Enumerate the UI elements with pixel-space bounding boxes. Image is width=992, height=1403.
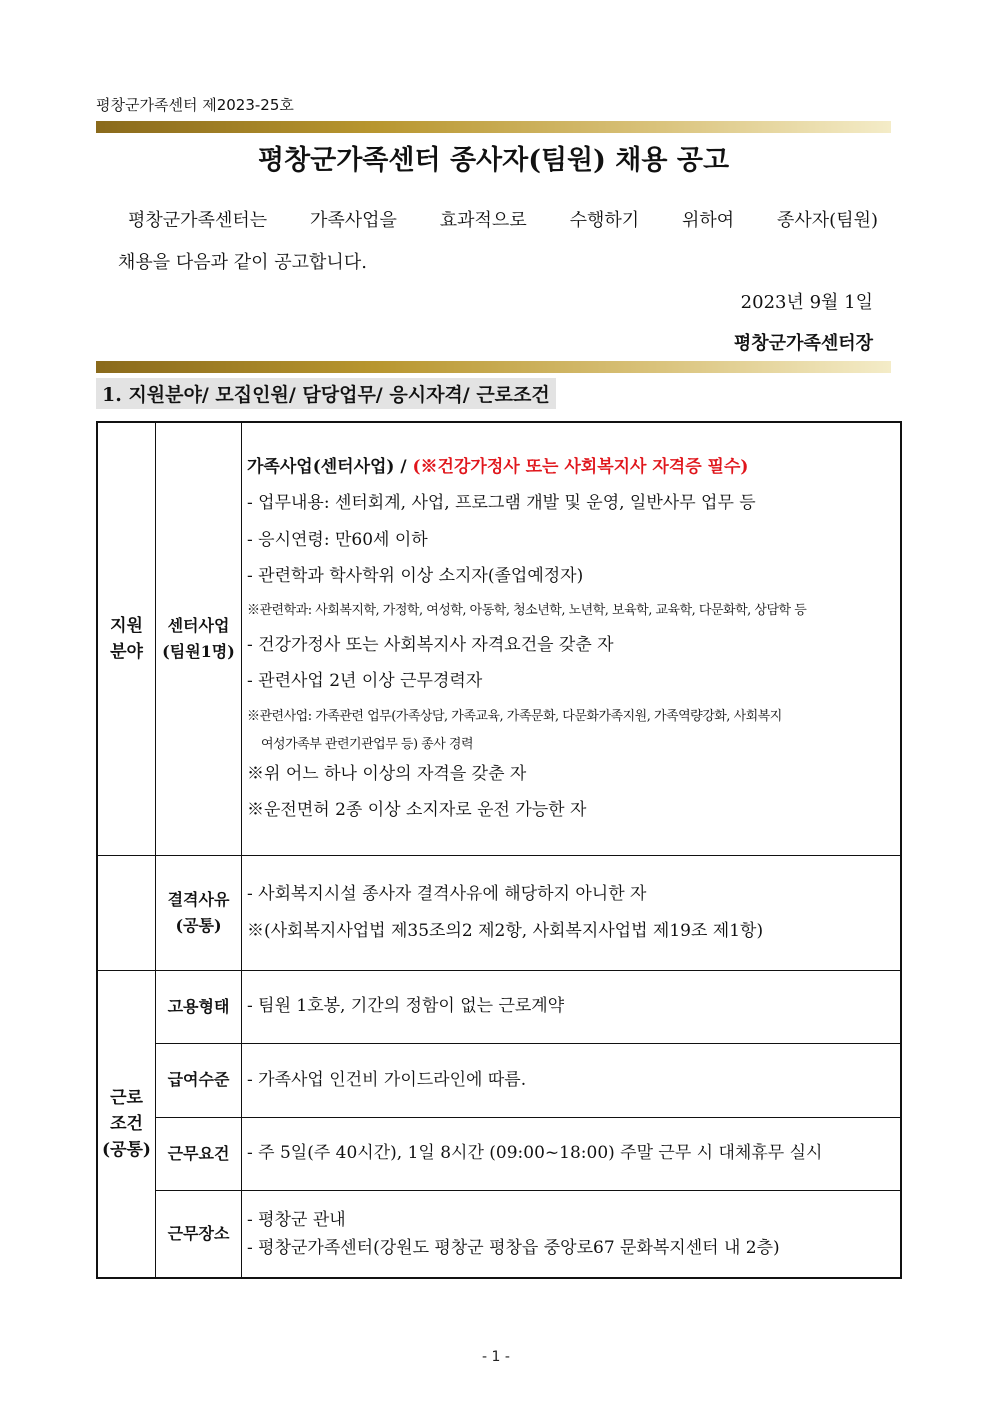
hours-label-cell: 근무요건 (156, 1117, 242, 1190)
employ-detail-cell: - 팀원 1호봉, 기간의 정함이 없는 근로계약 (242, 970, 902, 1043)
disq-label-cell: 결격사유 (공통) (156, 855, 242, 970)
experience-note-1: ※관련사업: 가족관련 업무(가족상담, 가족교육, 가족문화, 다문화가족지원, 가족역량강화, 사회복지 (247, 708, 782, 724)
license-note: ※운전면허 2종 이상 소지자로 운전 가능한 자 (247, 800, 587, 821)
employ-label-cell: 고용형태 (156, 970, 242, 1043)
majors-note: ※관련학과: 사회복지학, 가정학, 여성학, 아동학, 청소년학, 노년학, 보육학, 교육학, 다문화학, 상담학 등 (247, 602, 807, 618)
salary-detail-cell: - 가족사업 인건비 가이드라인에 따름. (242, 1043, 902, 1117)
center-label-cell: 센터사업 (팀원1명) (156, 422, 242, 855)
center-heading: 가족사업(센터사업) / (※건강가정사 또는 사회복지사 자격증 필수) (247, 456, 749, 477)
duty-line: - 업무내용: 센터회계, 사업, 프로그램 개발 및 운영, 일반사무 업무 등 (247, 493, 756, 514)
recruitment-table (96, 421, 902, 1279)
intro-paragraph (118, 200, 878, 284)
disq-detail-cell (242, 855, 902, 970)
empty-label-cell (97, 855, 156, 970)
place-detail-cell: - 평창군 관내 - 평창군가족센터(강원도 평창군 평창읍 중앙로67 문화복지센터 내 2층) (242, 1190, 902, 1278)
salary-label-cell: 급여수준 (156, 1043, 242, 1117)
field-label-cell: 지원 분야 (97, 422, 156, 855)
any-one-note: ※위 어느 하나 이상의 자격을 갖춘 자 (247, 763, 527, 784)
place-label-cell: 근무장소 (156, 1190, 242, 1278)
experience-note-2: 여성가족부 관련기관업무 등) 종사 경력 (261, 736, 474, 752)
page-title: 평창군가족센터 종사자(팀원) 채용 공고 (257, 145, 730, 176)
hours-detail-cell: - 주 5일(주 40시간), 1일 8시간 (09:00~18:00) 주말 근무 시 대체휴무 실시 (242, 1117, 902, 1190)
required-cert-note: (※건강가정사 또는 사회복지사 자격증 필수) (412, 456, 749, 477)
cert-line: - 건강가정사 또는 사회복지사 자격요건을 갖춘 자 (247, 634, 614, 655)
gold-divider-bottom (96, 361, 891, 373)
age-line: - 응시연령: 만60세 이하 (247, 529, 428, 550)
signer: 평창군가족센터장 (733, 333, 873, 354)
intro-line-1: 평창군가족센터는 가족사업을 효과적으로 수행하기 위하여 종사자(팀원) (128, 210, 878, 231)
doc-number: 평창군가족센터 제2023-25호 (96, 96, 294, 114)
page-number: - 1 - (482, 1349, 510, 1365)
notice-date: 2023년 9월 1일 (740, 292, 873, 313)
degree-line: - 관련학과 학사학위 이상 소지자(졸업예정자) (247, 566, 584, 587)
center-detail-cell (242, 422, 902, 855)
disq-line-1: - 사회복지시설 종사자 결격사유에 해당하지 아니한 자 (247, 884, 647, 904)
work-label-cell: 근로 조건 (공통) (97, 970, 156, 1278)
disq-line-2: ※(사회복지사업법 제35조의2 제2항, 사회복지사업법 제19조 제1항) (247, 920, 764, 941)
intro-line-2: 채용을 다음과 같이 공고합니다. (118, 252, 367, 273)
experience-line: - 관련사업 2년 이상 근무경력자 (247, 671, 483, 692)
gold-divider-top (96, 121, 891, 133)
section-heading: 1. 지원분야/ 모집인원/ 담당업무/ 응시자격/ 근로조건 (96, 378, 556, 409)
